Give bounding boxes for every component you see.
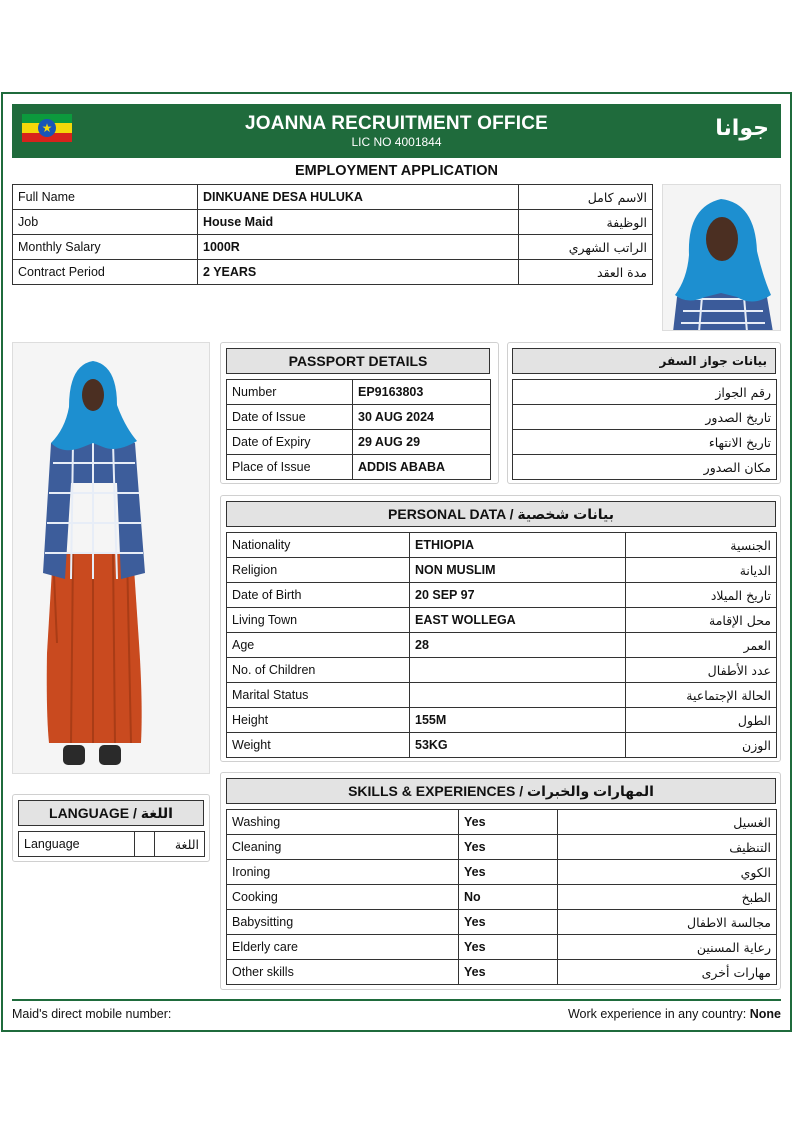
skill-label-arabic: مجالسة الاطفال <box>558 910 777 935</box>
personal-label: Living Town <box>227 608 410 633</box>
personal-value: 20 SEP 97 <box>410 583 626 608</box>
skill-value: Yes <box>459 835 558 860</box>
summary-label-arabic: الوظيفة <box>519 210 653 235</box>
summary-row <box>13 235 653 260</box>
skill-row <box>227 835 777 860</box>
passport-arabic-label-arabic: تاريخ الصدور <box>513 405 777 430</box>
personal-data-heading: PERSONAL DATA / بيانات شخصية <box>226 501 776 527</box>
portrait-photo <box>662 184 781 331</box>
skill-label-arabic: الغسيل <box>558 810 777 835</box>
skill-label: Elderly care <box>227 935 459 960</box>
summary-value: 1000R <box>198 235 519 260</box>
summary-value: DINKUANE DESA HULUKA <box>198 185 519 210</box>
summary-value: 2 YEARS <box>198 260 519 285</box>
personal-label-arabic: محل الإقامة <box>626 608 777 633</box>
passport-label: Date of Issue <box>227 405 353 430</box>
summary-label: Job <box>13 210 198 235</box>
skill-label: Washing <box>227 810 459 835</box>
personal-label-arabic: الطول <box>626 708 777 733</box>
passport-arabic-row <box>513 455 777 480</box>
passport-arabic-label-arabic: رقم الجواز <box>513 380 777 405</box>
skill-value: No <box>459 885 558 910</box>
language-heading: LANGUAGE / اللغة <box>18 800 204 826</box>
personal-value: ETHIOPIA <box>410 533 626 558</box>
language-row <box>19 832 205 857</box>
office-name-arabic: جوانا <box>715 116 769 141</box>
skill-label-arabic: مهارات أخرى <box>558 960 777 985</box>
personal-value <box>410 683 626 708</box>
ethiopia-flag-icon: ★ <box>22 114 72 142</box>
summary-row <box>13 185 653 210</box>
skill-value: Yes <box>459 860 558 885</box>
passport-table-arabic <box>512 379 777 480</box>
skill-label: Cleaning <box>227 835 459 860</box>
skill-label: Babysitting <box>227 910 459 935</box>
passport-arabic-label-arabic: تاريخ الانتهاء <box>513 430 777 455</box>
passport-arabic-row <box>513 405 777 430</box>
passport-value: 29 AUG 29 <box>353 430 491 455</box>
passport-heading: PASSPORT DETAILS <box>226 348 490 374</box>
personal-label: Marital Status <box>227 683 410 708</box>
summary-label-arabic: الاسم كامل <box>519 185 653 210</box>
personal-row <box>227 733 777 758</box>
language-table <box>18 831 205 857</box>
personal-data-table <box>226 532 777 758</box>
summary-table <box>12 184 653 285</box>
personal-row <box>227 633 777 658</box>
personal-row <box>227 708 777 733</box>
summary-label-arabic: مدة العقد <box>519 260 653 285</box>
passport-arabic-row <box>513 430 777 455</box>
skills-heading: SKILLS & EXPERIENCES / المهارات والخبرات <box>226 778 776 804</box>
summary-label: Contract Period <box>13 260 198 285</box>
skill-value: Yes <box>459 960 558 985</box>
skill-value: Yes <box>459 910 558 935</box>
language-label: Language <box>19 832 135 857</box>
personal-label-arabic: الوزن <box>626 733 777 758</box>
language-label-arabic: اللغة <box>155 832 205 857</box>
summary-row <box>13 210 653 235</box>
personal-label-arabic: العمر <box>626 633 777 658</box>
passport-value: ADDIS ABABA <box>353 455 491 480</box>
skill-row <box>227 910 777 935</box>
personal-label: Date of Birth <box>227 583 410 608</box>
personal-value: NON MUSLIM <box>410 558 626 583</box>
passport-row <box>227 380 491 405</box>
passport-value: 30 AUG 2024 <box>353 405 491 430</box>
personal-label: Age <box>227 633 410 658</box>
skill-row <box>227 810 777 835</box>
personal-value: EAST WOLLEGA <box>410 608 626 633</box>
skill-row <box>227 960 777 985</box>
skill-value: Yes <box>459 935 558 960</box>
passport-label: Place of Issue <box>227 455 353 480</box>
personal-row <box>227 558 777 583</box>
skill-label-arabic: التنظيف <box>558 835 777 860</box>
skill-label: Ironing <box>227 860 459 885</box>
passport-label: Date of Expiry <box>227 430 353 455</box>
footer-divider <box>12 999 781 1001</box>
personal-row <box>227 533 777 558</box>
personal-value: 53KG <box>410 733 626 758</box>
passport-row <box>227 430 491 455</box>
license-number: LIC NO 4001844 <box>351 135 442 149</box>
personal-row <box>227 583 777 608</box>
skill-label-arabic: الطبخ <box>558 885 777 910</box>
language-value <box>135 832 155 857</box>
work-experience-label: Work experience in any country: <box>567 1007 747 1021</box>
personal-label-arabic: الجنسية <box>626 533 777 558</box>
personal-value: 155M <box>410 708 626 733</box>
skill-label: Other skills <box>227 960 459 985</box>
passport-table <box>226 379 491 480</box>
skills-table <box>226 809 777 985</box>
skill-row <box>227 885 777 910</box>
personal-label: Height <box>227 708 410 733</box>
header-banner <box>12 104 781 158</box>
skill-value: Yes <box>459 810 558 835</box>
work-experience-value: None <box>749 1007 781 1021</box>
summary-label: Monthly Salary <box>13 235 198 260</box>
personal-label: Religion <box>227 558 410 583</box>
skill-row <box>227 860 777 885</box>
personal-value <box>410 658 626 683</box>
skill-label-arabic: رعاية المسنين <box>558 935 777 960</box>
personal-row <box>227 658 777 683</box>
personal-label-arabic: عدد الأطفال <box>626 658 777 683</box>
full-body-photo <box>12 342 210 774</box>
skill-label-arabic: الكوي <box>558 860 777 885</box>
passport-value: EP9163803 <box>353 380 491 405</box>
office-name: JOANNA RECRUITMENT OFFICE <box>244 113 549 134</box>
summary-label: Full Name <box>13 185 198 210</box>
passport-arabic-row <box>513 380 777 405</box>
passport-row <box>227 455 491 480</box>
work-experience <box>568 1007 781 1021</box>
personal-label-arabic: الديانة <box>626 558 777 583</box>
personal-value: 28 <box>410 633 626 658</box>
form-title: EMPLOYMENT APPLICATION <box>295 163 498 179</box>
personal-label-arabic: تاريخ الميلاد <box>626 583 777 608</box>
skill-row <box>227 935 777 960</box>
personal-row <box>227 608 777 633</box>
mobile-number-label: Maid's direct mobile number: <box>12 1007 172 1021</box>
personal-label-arabic: الحالة الإجتماعية <box>626 683 777 708</box>
personal-label: Weight <box>227 733 410 758</box>
personal-label: Nationality <box>227 533 410 558</box>
passport-row <box>227 405 491 430</box>
summary-label-arabic: الراتب الشهري <box>519 235 653 260</box>
summary-value: House Maid <box>198 210 519 235</box>
personal-row <box>227 683 777 708</box>
skill-label: Cooking <box>227 885 459 910</box>
passport-arabic-label-arabic: مكان الصدور <box>513 455 777 480</box>
passport-heading-arabic: بيانات جواز السفر <box>512 348 776 374</box>
personal-label: No. of Children <box>227 658 410 683</box>
passport-label: Number <box>227 380 353 405</box>
summary-row <box>13 260 653 285</box>
